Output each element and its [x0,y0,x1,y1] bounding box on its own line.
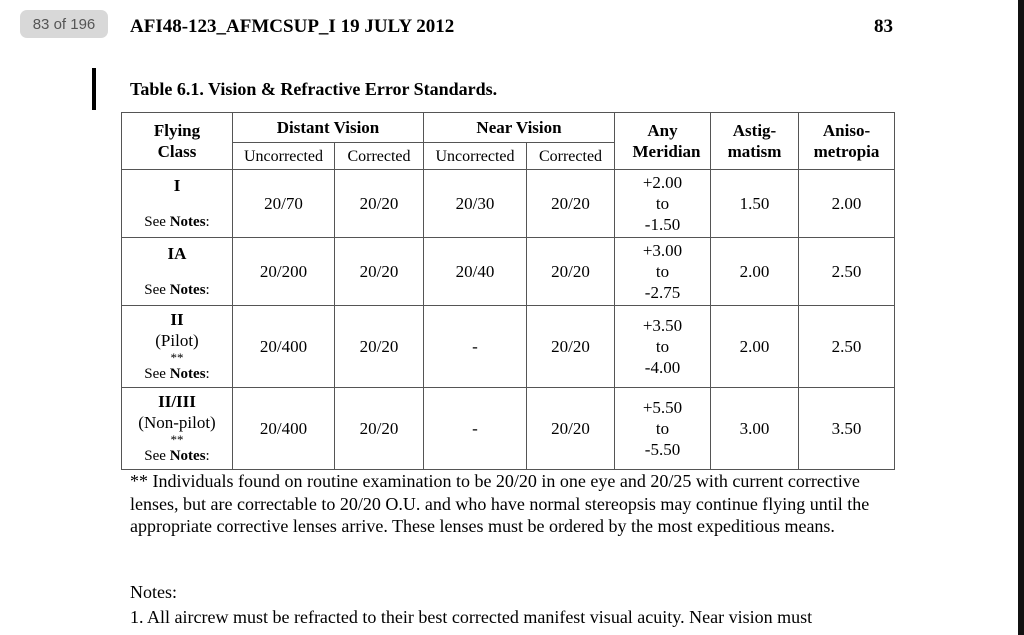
meridian-upper: +5.50 [642,398,683,417]
meridian-cell [615,238,711,306]
near-uncorrected-cell: - [424,306,527,388]
distant-uncorrected-cell: 20/400 [233,388,335,470]
meridian-upper: +2.00 [642,173,683,192]
near-uncorrected-cell: - [424,388,527,470]
distant-uncorrected-cell: 20/70 [233,170,335,238]
near-uncorrected-cell: 20/30 [424,170,527,238]
change-bar [92,68,96,110]
meridian-lower: -5.50 [644,440,681,459]
header-near-vision: Near Vision [424,113,615,143]
anisometropia-cell: 2.50 [799,306,895,388]
near-corrected-cell: 20/20 [527,170,615,238]
meridian-upper: +3.50 [642,316,683,335]
class-cell [122,388,233,470]
table-row [122,388,895,470]
distant-uncorrected-cell: 20/200 [233,238,335,306]
see-notes: See Notes: [144,447,210,464]
header-flying-class: Flying Class [122,113,233,170]
viewer-edge [1018,0,1024,635]
header-near-corrected: Corrected [527,143,615,170]
meridian-lower: -2.75 [644,283,681,302]
vision-standards-table [121,112,895,470]
header-near-uncorrected: Uncorrected [424,143,527,170]
meridian-to: to [655,337,670,356]
table-row [122,238,895,306]
meridian-to: to [655,194,670,213]
table-title: Table 6.1. Vision & Refractive Error Standards. [130,79,498,99]
near-corrected-cell: 20/20 [527,388,615,470]
meridian-to: to [655,262,670,281]
meridian-to: to [655,419,670,438]
distant-corrected-cell: 20/20 [335,238,424,306]
astigmatism-cell: 1.50 [711,170,799,238]
class-subtitle: (Non-pilot) [138,412,216,432]
class-name: I [173,175,181,195]
distant-corrected-cell: 20/20 [335,388,424,470]
meridian-cell [615,388,711,470]
table-row [122,306,895,388]
meridian-lower: -4.00 [644,358,681,377]
meridian-cell [615,170,711,238]
class-name: II/III [158,391,196,411]
see-notes: See Notes: [144,281,210,298]
table-footnote: ** Individuals found on routine examination to be 20/20 in one eye and 20/25 with current corrective lenses, but are correctable to 20/20 O.U. and who have normal stereopsis may continue flying until the appropriate corrective lenses arrive. These lenses must be ordered by the most expeditious means. [130,471,870,536]
header-distant-corrected: Corrected [335,143,424,170]
class-cell [122,170,233,238]
astigmatism-cell: 3.00 [711,388,799,470]
note-1: 1. All aircrew must be refracted to their best corrected manifest visual acuity. Near vision must [130,607,813,627]
page-number: 83 [874,16,893,37]
meridian-cell [615,306,711,388]
near-corrected-cell: 20/20 [527,306,615,388]
anisometropia-cell: 3.50 [799,388,895,470]
astigmatism-cell: 2.00 [711,238,799,306]
header-distant-vision: Distant Vision [233,113,424,143]
distant-corrected-cell: 20/20 [335,170,424,238]
near-uncorrected-cell: 20/40 [424,238,527,306]
running-title: AFI48-123_AFMCSUP_I 19 JULY 2012 [130,16,455,37]
meridian-upper: +3.00 [642,241,683,260]
header-anisometropia: Aniso- metropia [799,113,895,170]
header-astigmatism: Astig- matism [711,113,799,170]
header-any-meridian: Any Meridian [615,113,711,170]
class-cell [122,238,233,306]
class-stars: ** [170,349,184,365]
astigmatism-cell: 2.00 [711,306,799,388]
distant-corrected-cell: 20/20 [335,306,424,388]
class-subtitle: (Pilot) [155,330,199,350]
anisometropia-cell: 2.00 [799,170,895,238]
class-name: II [170,309,184,329]
anisometropia-cell: 2.50 [799,238,895,306]
see-notes: See Notes: [144,213,210,230]
class-cell [122,306,233,388]
notes-heading: Notes: [130,582,178,602]
header-distant-uncorrected: Uncorrected [233,143,335,170]
class-stars: ** [170,431,184,447]
near-corrected-cell: 20/20 [527,238,615,306]
class-name: IA [167,243,187,263]
meridian-lower: -1.50 [644,215,681,234]
table-row [122,170,895,238]
see-notes: See Notes: [144,365,210,382]
page-indicator[interactable]: 83 of 196 [20,10,108,38]
distant-uncorrected-cell: 20/400 [233,306,335,388]
